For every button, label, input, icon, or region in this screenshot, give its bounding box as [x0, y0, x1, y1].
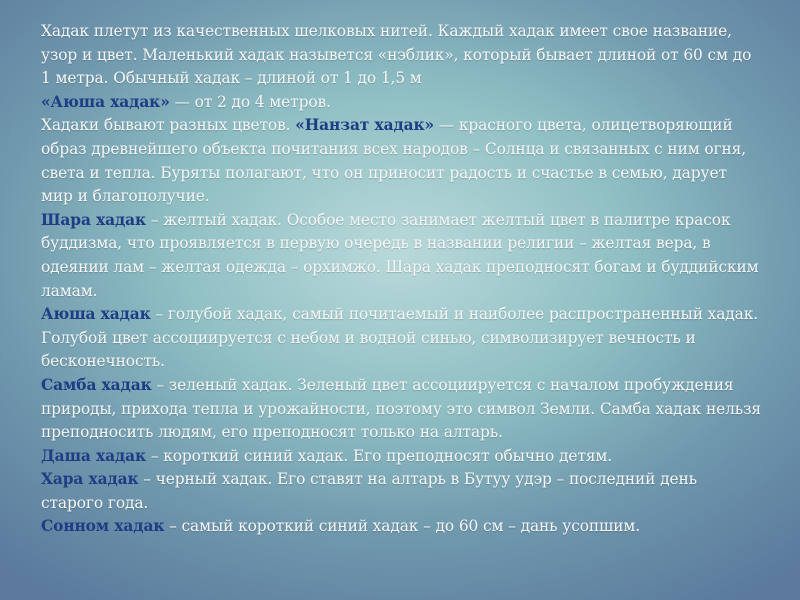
colors-intro-text: Хадаки бывают разных цветов. [41, 116, 296, 135]
paragraph-dasha [41, 445, 761, 469]
keyword-nanzat-hadak: «Нанзат хадак» [295, 116, 435, 135]
keyword-hara-hadak: Хара хадак [41, 470, 139, 489]
ayusha-description: – голубой хадак, самый почитаемый и наиболее распространенный хадак. Голубой цвет ассоциируется с небом и водной синью, символизирует вечность и бесконечность. [41, 305, 759, 371]
dasha-description: – короткий синий хадак. Его преподносят обычно детям. [146, 446, 613, 465]
keyword-ayusha-hadak-blue: Аюша хадак [41, 305, 151, 324]
paragraph-samba [41, 374, 761, 445]
paragraph-ayusha-length [41, 91, 761, 115]
paragraph-shara [41, 209, 761, 303]
paragraph-ayusha [41, 303, 761, 374]
keyword-dasha-hadak: Даша хадак [41, 446, 147, 465]
sonnom-description: – самый короткий синий хадак – до 60 см – дань усопшим. [164, 517, 641, 536]
samba-description: – зеленый хадак. Зеленый цвет ассоциируется с началом пробуждения природы, прихода тепла и урожайности, поэтому это символ Земли. Самба хадак нельзя преподносить людям, его преподносят только на алтарь. [41, 375, 761, 442]
paragraph-sonnom [41, 515, 761, 539]
ayusha-length-text: — от 2 до 4 метров. [169, 92, 331, 111]
keyword-ayusha-hadak: «Аюша хадак» [41, 92, 170, 111]
keyword-sonnom-hadak: Сонном хадак [41, 517, 165, 536]
shara-description: – желтый хадак. Особое место занимает желтый цвет в палитре красок буддизма, что проявляется в первую очередь в названии религии – желтая вера, в одеянии лам – желтая одежда – орхимжо. Шара хадак преподносят богам и буддийским ламам. [41, 210, 759, 300]
nanzat-description: — красного цвета, олицетворяющий образ древнейшего объекта почитания всех народов – Солнца и связанных с ним огня, света и тепла. Буряты полагают, что он приносит радость и счастье в семью, дарует мир и благополучие. [41, 116, 747, 206]
hara-description: – черный хадак. Его ставят на алтарь в Бутуу удэр – последний день старого года. [41, 470, 697, 512]
paragraph-intro [41, 20, 761, 91]
keyword-samba-hadak: Самба хадак [41, 375, 152, 394]
paragraph-hara [41, 468, 761, 515]
intro-text: Хадак плетут из качественных шелковых нитей. Каждый хадак имеет свое название, узор и цвет. Маленький хадак назывется «нэблик», который бывает длиной от 60 см до 1 метра. Обычный хадак – длиной от 1 до 1,5 м [41, 22, 752, 88]
paragraph-nanzat [41, 114, 761, 208]
keyword-shara-hadak: Шара хадак [41, 210, 147, 229]
slide-text-body [41, 20, 761, 539]
